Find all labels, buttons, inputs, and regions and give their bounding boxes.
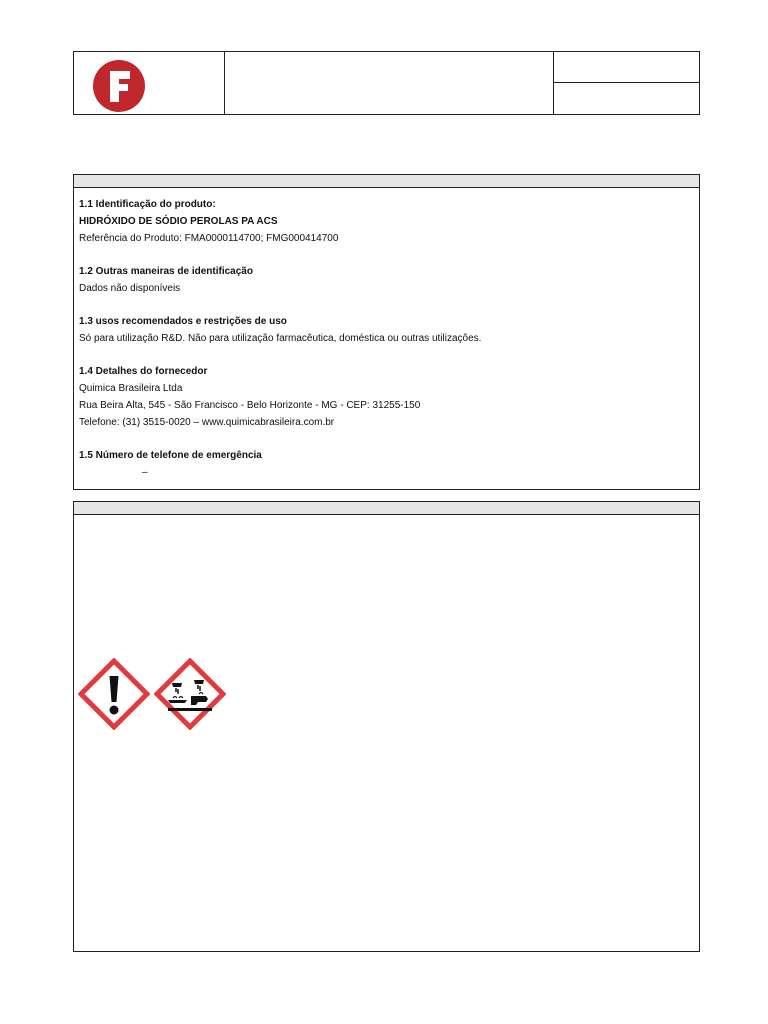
exclamation-mark-hazard-icon bbox=[78, 658, 150, 730]
supplier-address: Rua Beira Alta, 545 - São Francisco - Belo Horizonte - MG - CEP: 31255-150 bbox=[79, 400, 421, 411]
header-info-cell-top bbox=[554, 52, 699, 83]
other-identification-text: Dados não disponíveis bbox=[79, 283, 181, 294]
company-f-logo-icon bbox=[92, 59, 146, 113]
product-reference: Referência do Produto: FMA0000114700; FMG000414700 bbox=[79, 233, 339, 244]
emergency-phone-text: – bbox=[142, 467, 148, 478]
document-header bbox=[73, 51, 700, 115]
logo-cell bbox=[74, 52, 225, 114]
subsection-title: 1.3 usos recomendados e restrições de uso bbox=[79, 316, 287, 327]
header-info-cell-bottom bbox=[554, 83, 699, 114]
subsection-title: 1.2 Outras maneiras de identificação bbox=[79, 266, 253, 277]
section-header-bar bbox=[74, 502, 699, 515]
subsection-title: 1.1 Identificação do produto: bbox=[79, 199, 216, 210]
section-hazards bbox=[73, 501, 700, 952]
subsection-title: 1.4 Detalhes do fornecedor bbox=[79, 366, 208, 377]
product-name: HIDRÓXIDO DE SÓDIO PEROLAS PA ACS bbox=[79, 216, 278, 227]
supplier-phone: Telefone: (31) 3515-0020 – www.quimicabrasileira.com.br bbox=[79, 417, 335, 428]
section-identification bbox=[73, 174, 700, 490]
hazard-pictograms bbox=[78, 658, 226, 730]
header-title-cell bbox=[225, 52, 554, 114]
supplier-name: Quimica Brasileira Ltda bbox=[79, 383, 183, 394]
section-header-bar bbox=[74, 175, 699, 188]
corrosion-hazard-icon bbox=[154, 658, 226, 730]
section-identification-content bbox=[79, 196, 694, 481]
subsection-title: 1.5 Número de telefone de emergência bbox=[79, 450, 262, 461]
recommended-uses-text: Só para utilização R&D. Não para utilização farmacêutica, doméstica ou outras utilizações. bbox=[79, 333, 482, 344]
